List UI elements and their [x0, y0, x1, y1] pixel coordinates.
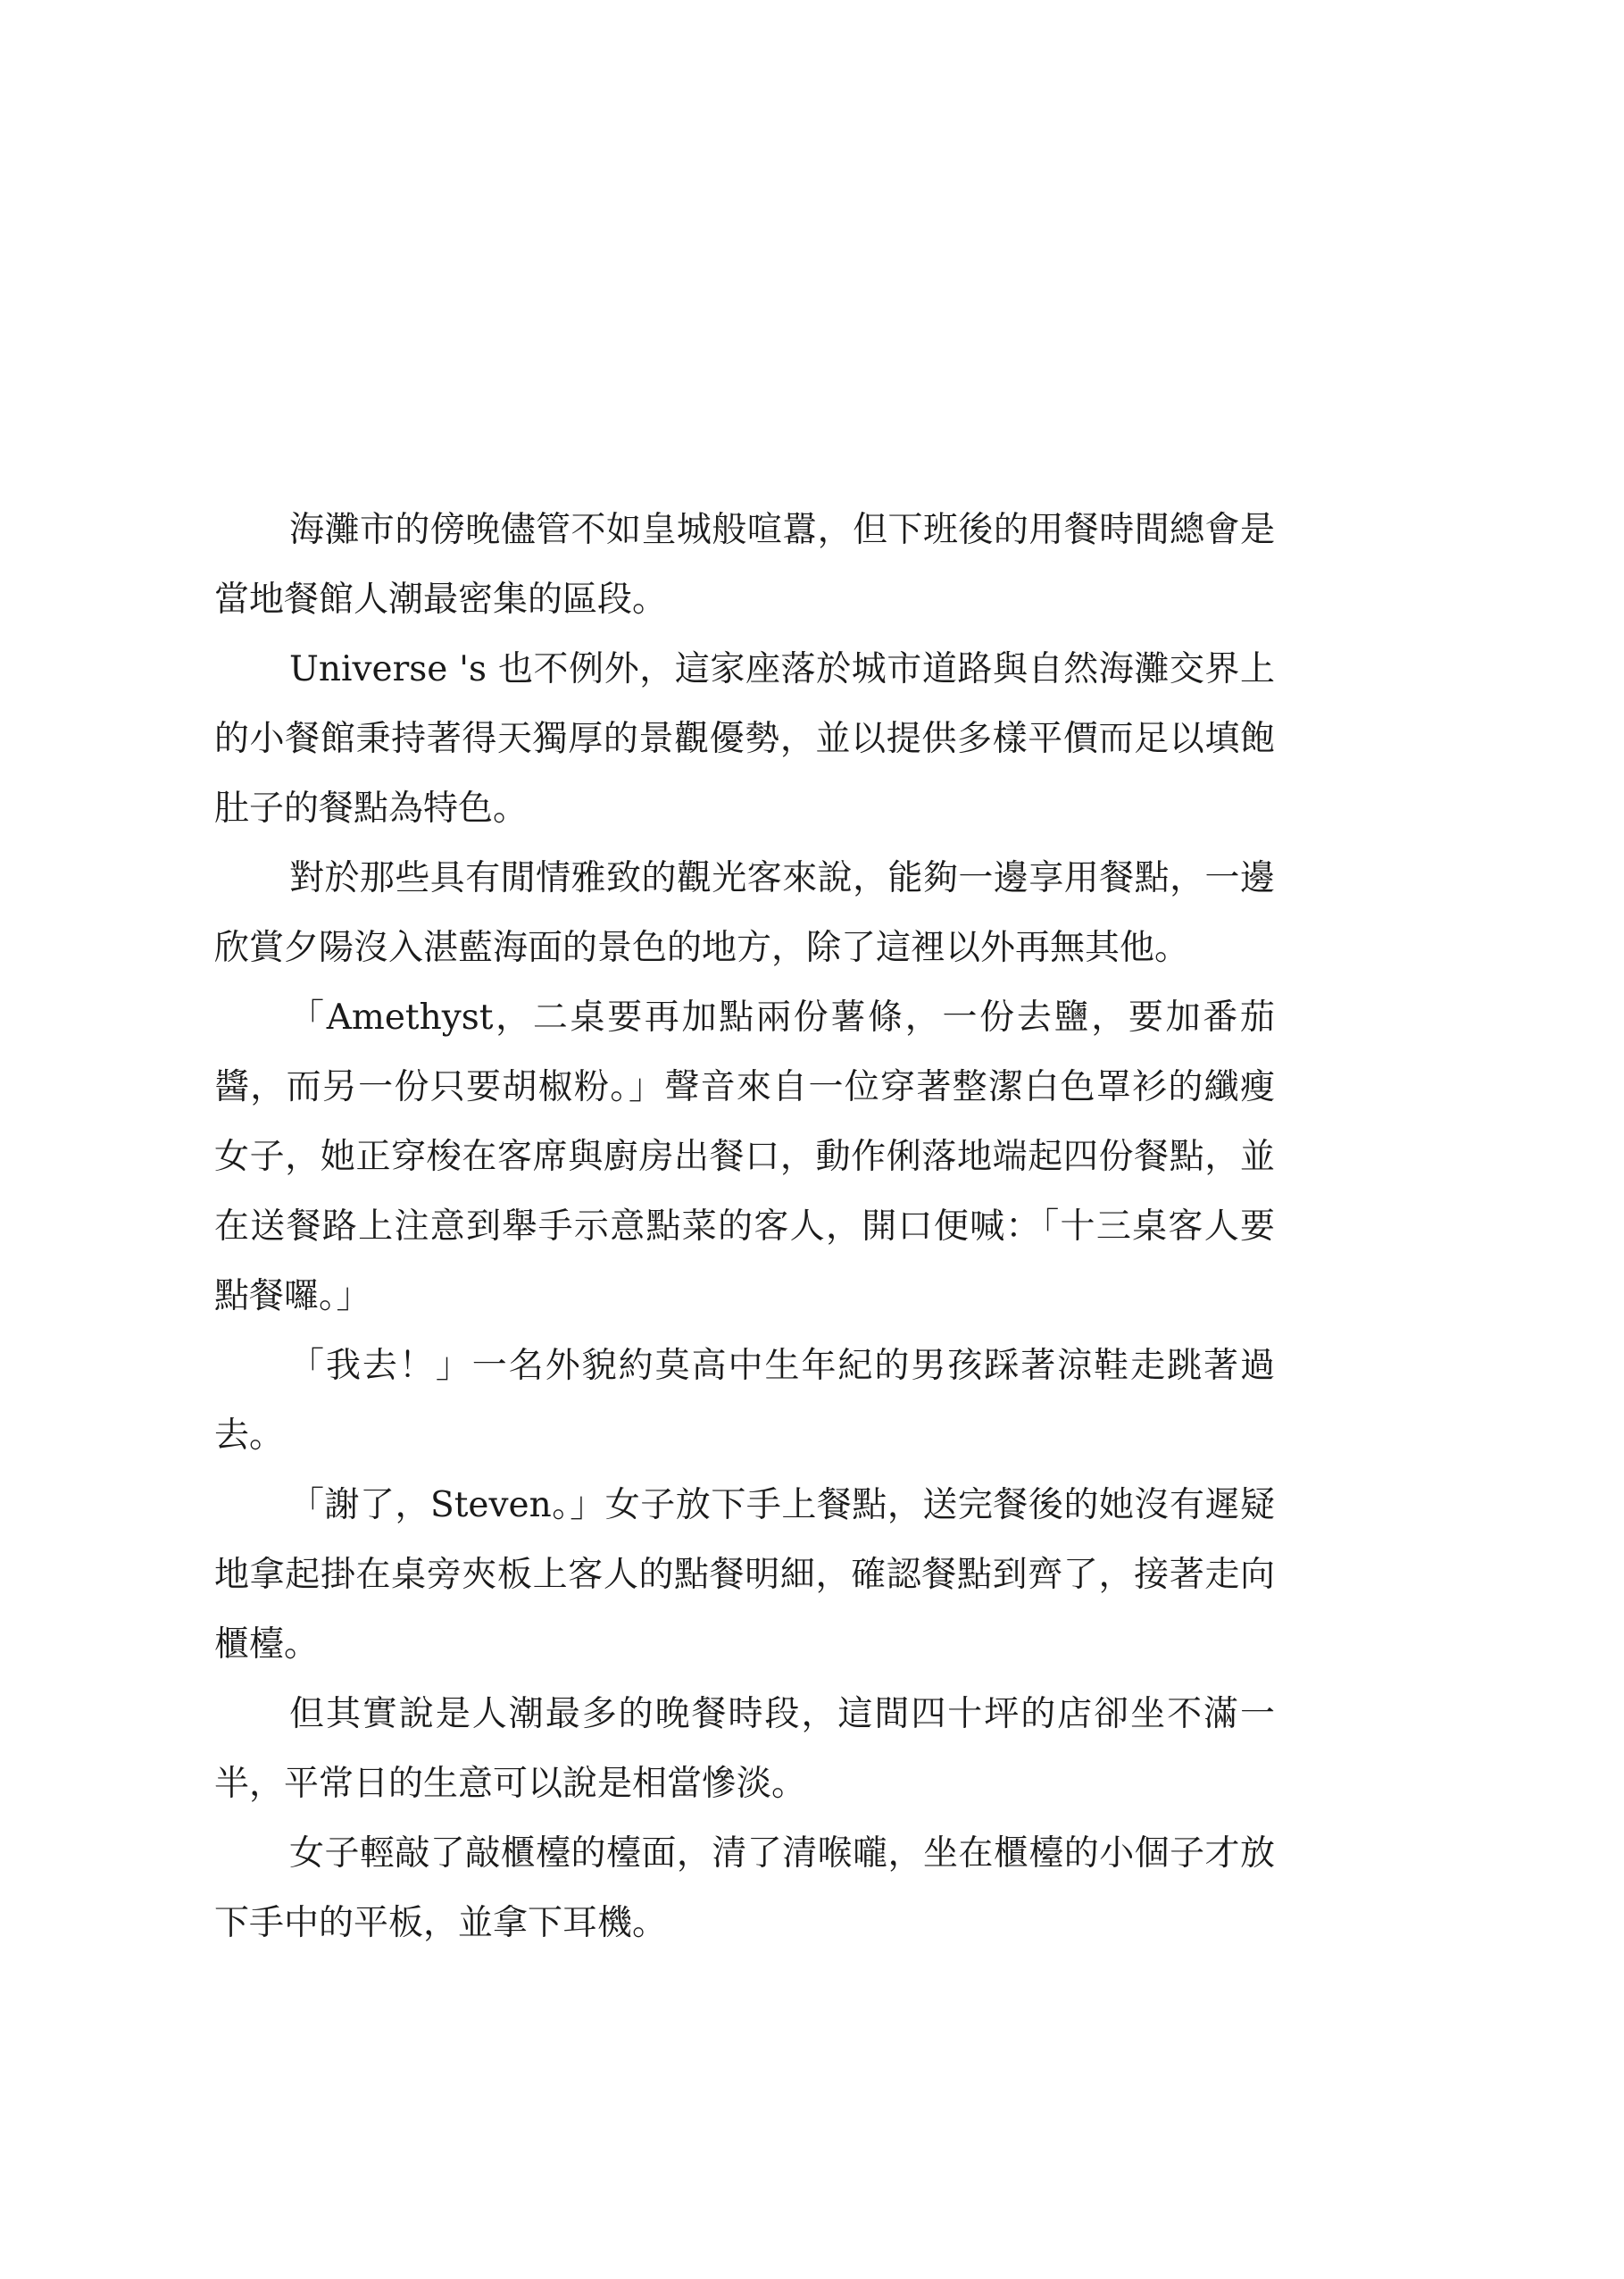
paragraph-7: 但其實說是人潮最多的晚餐時段，這間四十坪的店卻坐不滿一半，平常日的生意可以說是相當慘淡。	[214, 1694, 1275, 1804]
paragraph-2: Universe 's 也不例外，這家座落於城市道路與自然海灘交界上的小餐館秉持著得天獨厚的景觀優勢，並以提供多樣平價而足以填飽肚子的餐點為特色。	[214, 649, 1275, 829]
paragraph-3: 對於那些具有閒情雅致的觀光客來說，能夠一邊享用餐點，一邊欣賞夕陽沒入湛藍海面的景色的地方，除了這裡以外再無其他。	[214, 858, 1275, 968]
paragraph-6: 「謝了，Steven。」女子放下手上餐點，送完餐後的她沒有遲疑地拿起掛在桌旁夾板上客人的點餐明細，確認餐點到齊了，接著走向櫃檯。	[214, 1485, 1275, 1665]
paragraph-8: 女子輕敲了敲櫃檯的檯面，清了清喉嚨，坐在櫃檯的小個子才放下手中的平板，並拿下耳機。	[214, 1833, 1275, 1943]
document-body	[214, 496, 1275, 1958]
paragraph-5: 「我去！」一名外貌約莫高中生年紀的男孩踩著涼鞋走跳著過去。	[214, 1346, 1275, 1456]
paragraph-4: 「Amethyst，二桌要再加點兩份薯條，一份去鹽，要加番茄醬，而另一份只要胡椒粉。」聲音來自一位穿著整潔白色罩衫的纖瘦女子，她正穿梭在客席與廚房出餐口，動作俐落地端起四份餐點，並在送餐路上注意到舉手示意點菜的客人，開口便喊：「十三桌客人要點餐囉。」	[214, 998, 1275, 1316]
paragraph-1: 海灘市的傍晚儘管不如皇城般喧囂，但下班後的用餐時間總會是當地餐館人潮最密集的區段。	[214, 510, 1275, 620]
